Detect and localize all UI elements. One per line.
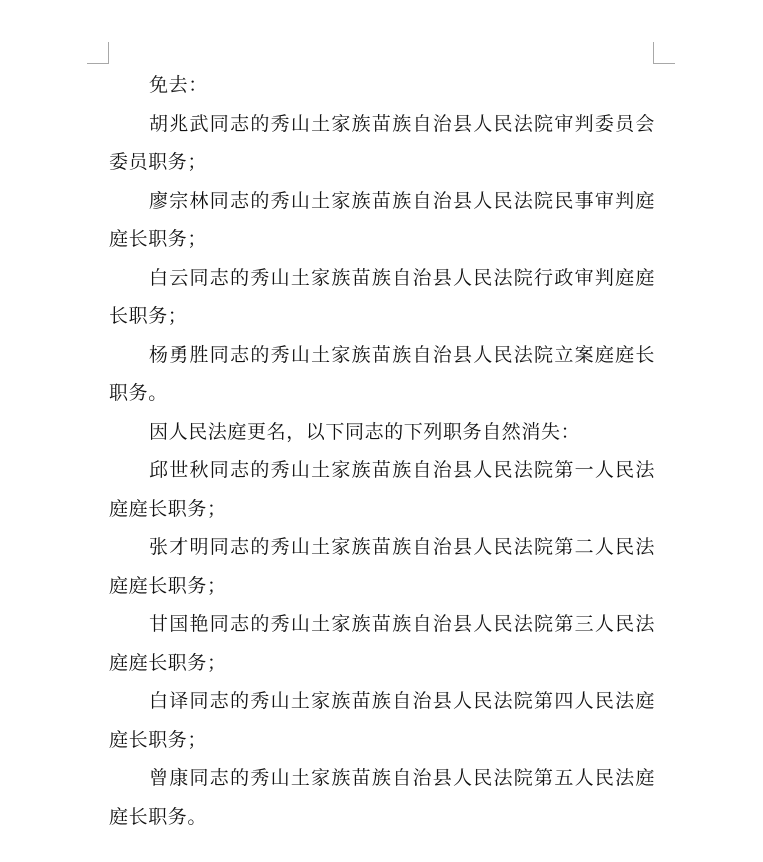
document-body [109,66,655,836]
margin-corner-mark-right [653,42,675,64]
paragraph-dismissal-heading: 免去： [149,74,208,96]
paragraph-item: 杨勇胜同志的秀山土家族苗族自治县人民法院立案庭庭长职务。 [109,343,655,404]
margin-corner-mark-left [87,42,109,64]
paragraph-item: 白云同志的秀山土家族苗族自治县人民法院行政审判庭庭长职务； [109,266,655,327]
paragraph-item: 张才明同志的秀山土家族苗族自治县人民法院第二人民法庭庭长职务； [109,536,655,597]
paragraph-item: 曾康同志的秀山土家族苗族自治县人民法院第五人民法庭庭长职务。 [109,767,655,828]
paragraph-item: 胡兆武同志的秀山土家族苗族自治县人民法院审判委员会委员职务； [109,112,655,173]
paragraph-item: 白译同志的秀山土家族苗族自治县人民法院第四人民法庭庭长职务； [109,690,655,751]
paragraph-item: 甘国艳同志的秀山土家族苗族自治县人民法院第三人民法庭庭长职务； [109,613,655,674]
paragraph-item: 邱世秋同志的秀山土家族苗族自治县人民法院第一人民法庭庭长职务； [109,459,655,520]
paragraph-renaming-heading: 因人民法庭更名，以下同志的下列职务自然消失： [149,420,581,443]
paragraph-item: 廖宗林同志的秀山土家族苗族自治县人民法院民事审判庭庭长职务； [109,189,655,250]
